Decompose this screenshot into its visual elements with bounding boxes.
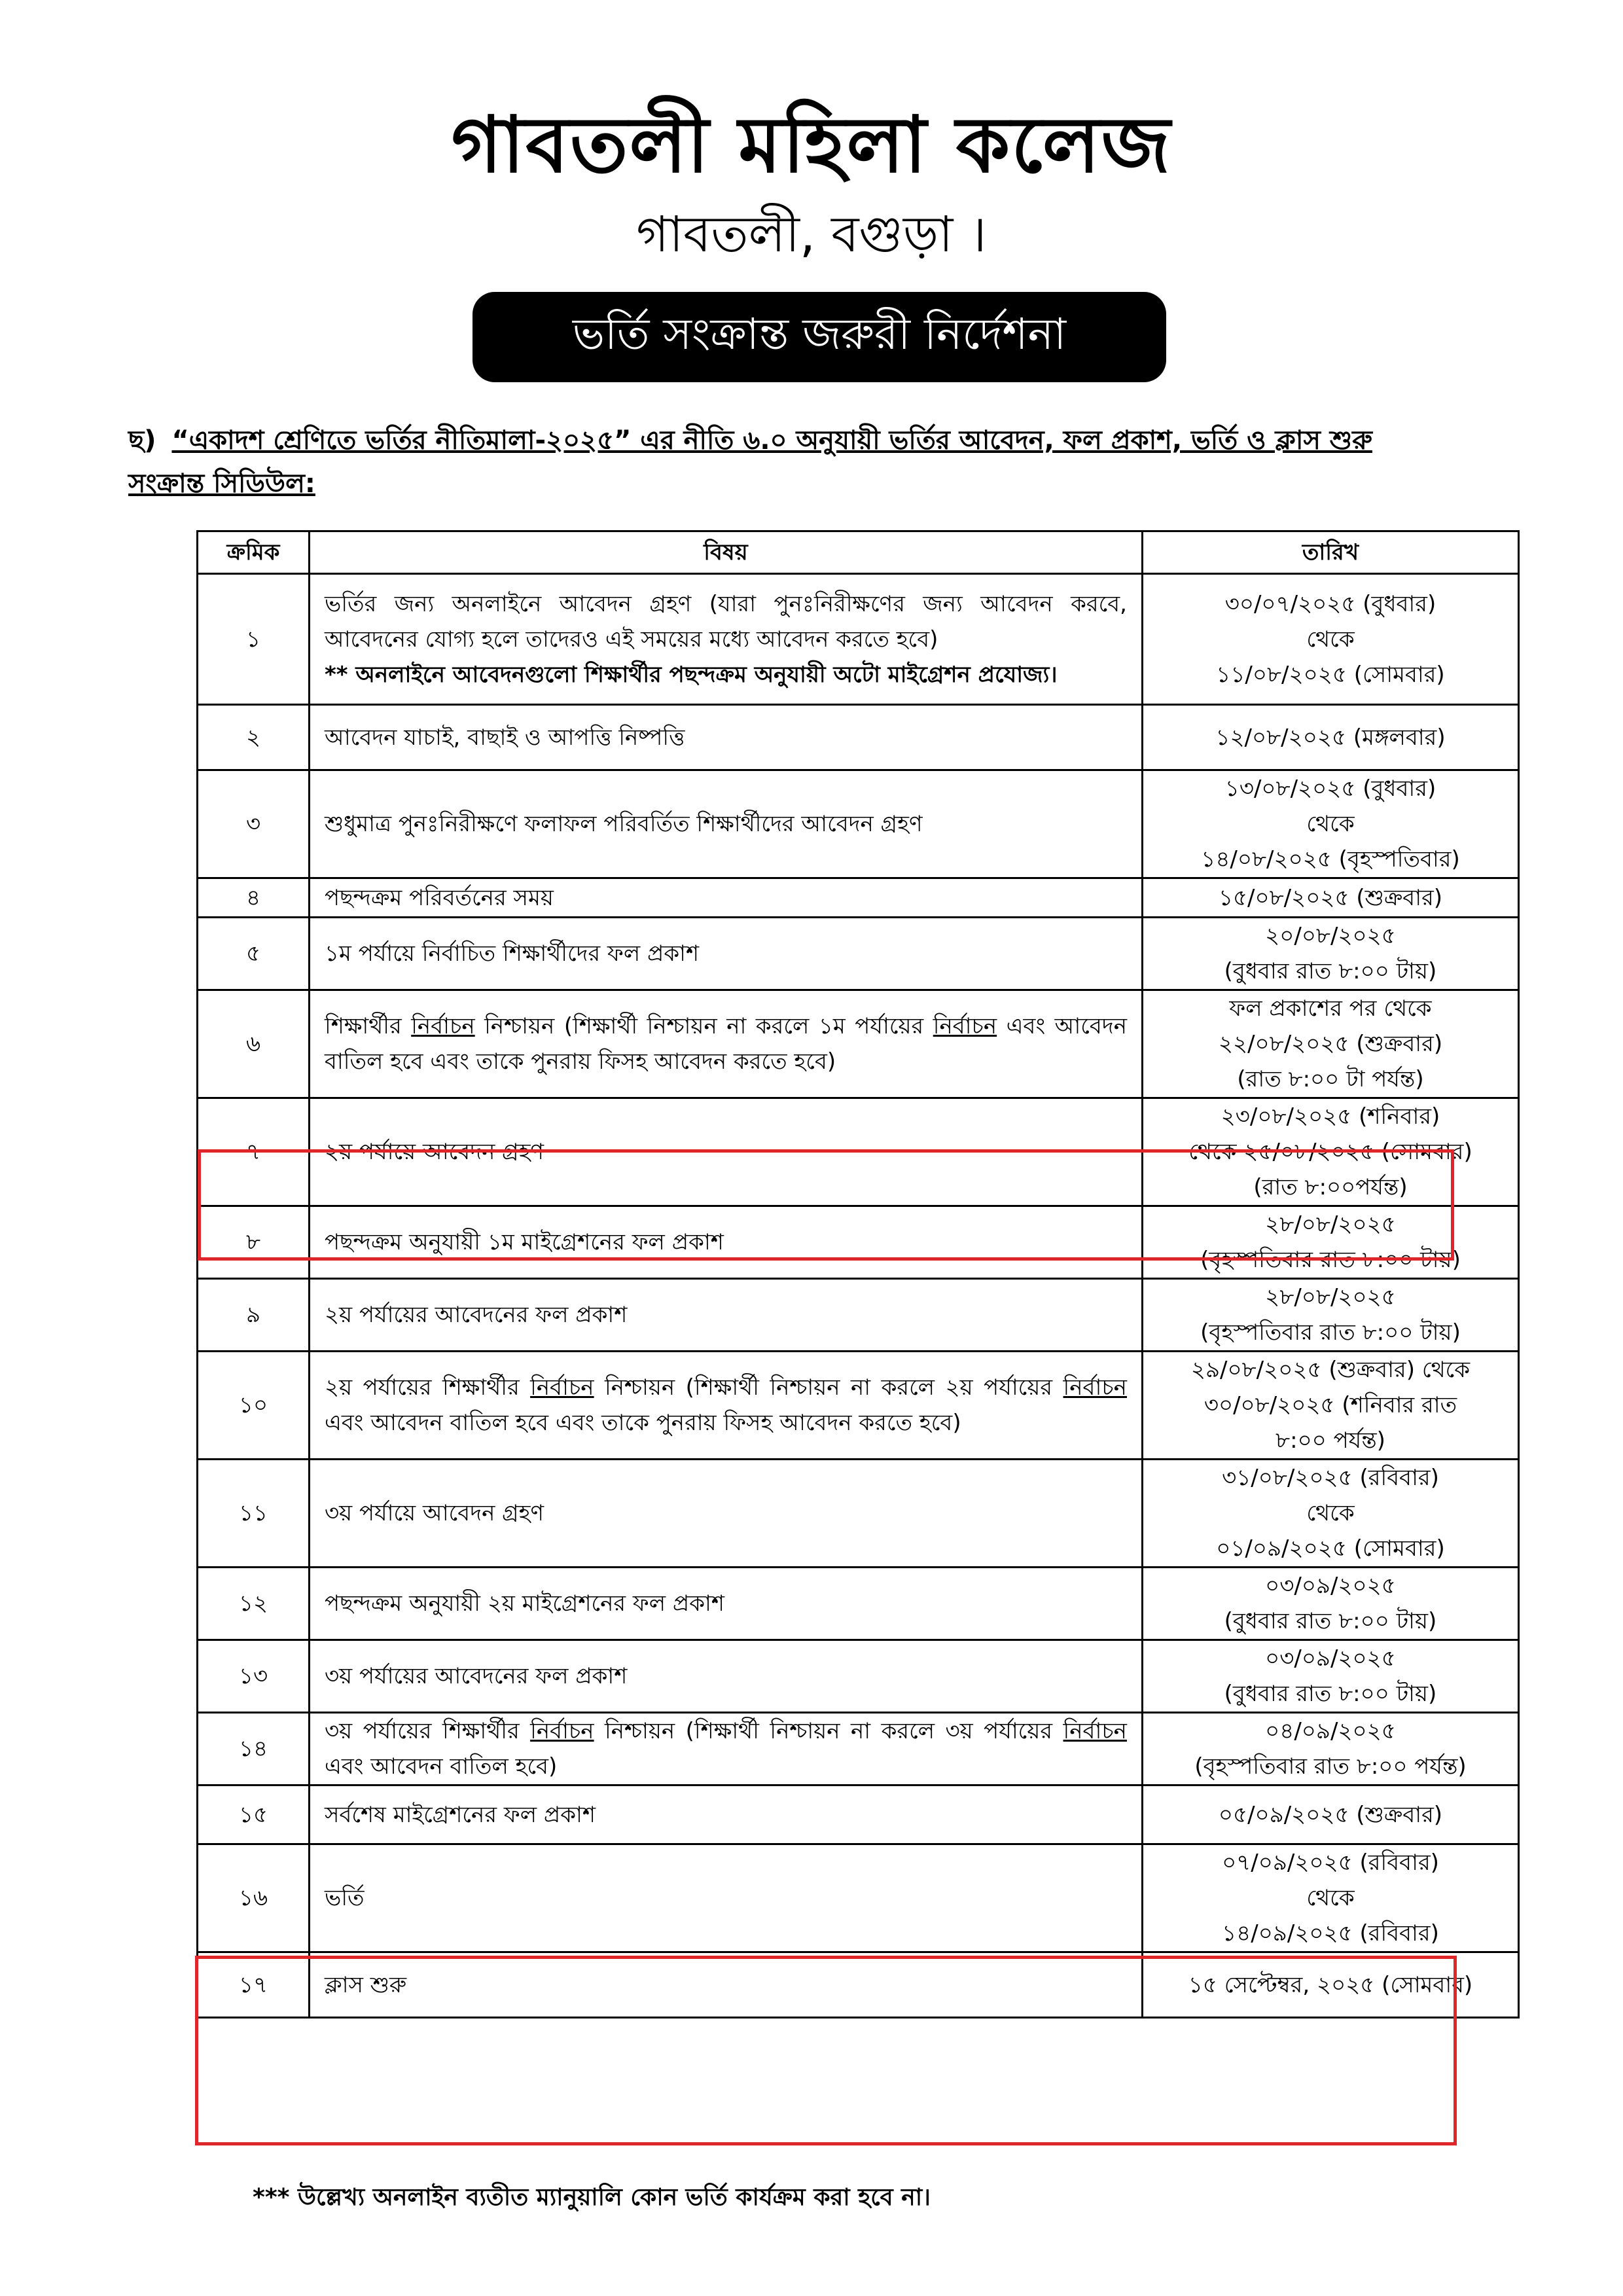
subject-text: পছন্দক্রম পরিবর্তনের সময় <box>325 884 554 911</box>
date-line: থেকে <box>1306 811 1355 837</box>
date-line: ১৫/০৮/২০২৫ (শুক্রবার) <box>1218 884 1443 911</box>
row-serial: ৪ <box>198 878 310 918</box>
table-row <box>198 990 1519 1098</box>
row-serial: ১ <box>198 574 310 705</box>
row-subject <box>310 1713 1143 1785</box>
row-serial: ১৪ <box>198 1713 310 1785</box>
subject-text: এবং আবেদন বাতিল হবে) <box>325 1753 558 1780</box>
date-line: ২২/০৮/২০২৫ (শুক্রবার) <box>1218 1031 1443 1057</box>
date-line: ২৮/০৮/২০২৫ <box>1265 1284 1396 1310</box>
row-date <box>1143 990 1519 1098</box>
subject-emphasis: নির্বাচন <box>411 1013 475 1039</box>
table-row <box>198 1279 1519 1352</box>
row-date <box>1143 705 1519 770</box>
row-subject <box>310 1785 1143 1844</box>
row-serial: ১২ <box>198 1568 310 1640</box>
date-line: ১৩/০৮/২০২৫ (বুধবার) <box>1224 776 1436 802</box>
row-date <box>1143 1640 1519 1713</box>
subject-text: নিশ্চায়ন (শিক্ষার্থী নিশ্চায়ন না করলে ৩য় পর্যায়ের <box>594 1718 1063 1744</box>
table-row <box>198 1785 1519 1844</box>
row-subject <box>310 1279 1143 1352</box>
date-line: ১৪/০৮/২০২৫ (বৃহস্পতিবার) <box>1201 846 1460 872</box>
intro-marker: ছ) <box>128 425 156 456</box>
row-serial: ৮ <box>198 1206 310 1279</box>
subject-text: ২য় পর্যায়ের শিক্ষার্থীর <box>325 1374 531 1401</box>
table-row <box>198 918 1519 990</box>
row-date <box>1143 1713 1519 1785</box>
subject-text: নিশ্চায়ন (শিক্ষার্থী নিশ্চায়ন না করলে ১ম পর্যায়ের <box>474 1013 933 1039</box>
intro-text: “একাদশ শ্রেণিতে ভর্তির নীতিমালা-২০২৫” এর নীতি ৬.০ অনুযায়ী ভর্তির আবেদন, ফল প্রকাশ, ভর্তি ও ক্লাস শুরু সংক্রান্ত সিডিউল: <box>128 425 1372 499</box>
highlight-box-row-7 <box>198 1149 1454 1261</box>
date-line: ২৯/০৮/২০২৫ (শুক্রবার) থেকে <box>1190 1357 1471 1383</box>
subject-text: শিক্ষার্থীর <box>325 1013 412 1039</box>
subject-text: ৩য় পর্যায়ের আবেদনের ফল প্রকাশ <box>325 1663 628 1689</box>
subject-text: ৩য় পর্যায়ে আবেদন গ্রহণ <box>325 1500 544 1526</box>
subject-text: নিশ্চায়ন (শিক্ষার্থী নিশ্চায়ন না করলে ২য় পর্যায়ের <box>594 1374 1063 1401</box>
subject-text: এবং আবেদন বাতিল হবে এবং তাকে পুনরায় ফিসহ আবেদন করতে হবে) <box>325 1410 961 1436</box>
date-line: ৩০/০৭/২০২৫ (বুধবার) <box>1224 590 1436 617</box>
date-line: থেকে <box>1306 626 1355 653</box>
date-line: ১২/০৮/২০২৫ (মঙ্গলবার) <box>1215 724 1446 751</box>
date-line: থেকে ২৫/০৮/২০২৫ (সোমবার) <box>1188 1139 1472 1165</box>
subject-text: ২য় পর্যায়ে আবেদন গ্রহণ <box>325 1139 544 1165</box>
row-serial: ৫ <box>198 918 310 990</box>
subject-text: এবং আবেদন বাতিল হবে এবং তাকে পুনরায় ফিসহ আবেদন করতে হবে) <box>325 1013 1127 1075</box>
subject-text: ভর্তির জন্য অনলাইনে আবেদন গ্রহণ (যারা পুনঃনিরীক্ষণের জন্য আবেদন করবে, আবেদনের যোগ্য হলে তাদেরও এই সময়ের মধ্যে আবেদন করতে হবে) <box>325 590 1127 653</box>
date-line: ৮:০০ পর্যন্ত) <box>1275 1427 1385 1454</box>
subject-emphasis: নির্বাচন <box>1063 1718 1127 1744</box>
date-line: ০১/০৯/২০২৫ (সোমবার) <box>1216 1535 1445 1562</box>
subject-text: সর্বশেষ মাইগ্রেশনের ফল প্রকাশ <box>325 1801 596 1828</box>
date-line: ৩১/০৮/২০২৫ (রবিবার) <box>1222 1465 1439 1491</box>
table-row <box>198 1568 1519 1640</box>
date-line: ০৪/০৯/২০২৫ <box>1265 1718 1396 1744</box>
admission-schedule-table <box>196 530 1520 2018</box>
table-row <box>198 878 1519 918</box>
header-subject: বিষয় <box>310 531 1143 574</box>
row-subject <box>310 918 1143 990</box>
date-line: (বৃহস্পতিবার রাত ৮:০০ টায়) <box>1200 1247 1461 1273</box>
notice-title-banner <box>473 292 1166 382</box>
date-line: ০৭/০৯/২০২৫ (রবিবার) <box>1222 1850 1439 1876</box>
date-line: (বুধবার রাত ৮:০০ টায়) <box>1224 1681 1437 1707</box>
row-date <box>1143 918 1519 990</box>
row-subject <box>310 1352 1143 1460</box>
row-serial: ১৭ <box>198 1952 310 2018</box>
table-row <box>198 1460 1519 1568</box>
row-date <box>1143 1279 1519 1352</box>
date-line: (বুধবার রাত ৮:০০ টায়) <box>1224 958 1437 984</box>
row-date <box>1143 1785 1519 1844</box>
date-line: ২০/০৮/২০২৫ <box>1265 923 1396 949</box>
row-date <box>1143 1352 1519 1460</box>
subject-text: শুধুমাত্র পুনঃনিরীক্ষণে ফলাফল পরিবর্তিত শিক্ষার্থীদের আবেদন গ্রহণ <box>325 811 923 837</box>
row-subject <box>310 1568 1143 1640</box>
date-line: ১১/০৮/২০২৫ (সোমবার) <box>1216 661 1445 688</box>
header-date: তারিখ <box>1143 531 1519 574</box>
row-subject <box>310 1640 1143 1713</box>
row-subject <box>310 990 1143 1098</box>
date-line: ২৮/০৮/২০২৫ <box>1265 1211 1396 1238</box>
date-line: ০৩/০৯/২০২৫ <box>1265 1645 1396 1672</box>
schedule-intro <box>128 419 1437 505</box>
row-serial: ১৫ <box>198 1785 310 1844</box>
date-line: (বৃহস্পতিবার রাত ৮:০০ টায়) <box>1200 1319 1461 1346</box>
subject-text: পছন্দক্রম অনুযায়ী ২য় মাইগ্রেশনের ফল প্রকাশ <box>325 1590 725 1617</box>
date-line: (রাত ৮:০০পর্যন্ত) <box>1253 1174 1408 1200</box>
row-serial: ৩ <box>198 770 310 878</box>
row-serial: ১১ <box>198 1460 310 1568</box>
row-subject <box>310 878 1143 918</box>
subject-text: ভর্তি <box>325 1885 365 1911</box>
subject-text: ৩য় পর্যায়ের শিক্ষার্থীর <box>325 1718 531 1744</box>
row-date <box>1143 770 1519 878</box>
date-line: ০৩/০৯/২০২৫ <box>1265 1573 1396 1599</box>
table-row <box>198 770 1519 878</box>
header-serial: ক্রমিক <box>198 531 310 574</box>
table-row <box>198 1640 1519 1713</box>
table-row <box>198 705 1519 770</box>
table-header-row <box>198 531 1519 574</box>
row-serial: ১০ <box>198 1352 310 1460</box>
date-line: ১৪/০৯/২০২৫ (রবিবার) <box>1222 1920 1439 1946</box>
date-line: ৩০/০৮/২০২৫ (শনিবার রাত <box>1204 1392 1457 1418</box>
row-serial: ৯ <box>198 1279 310 1352</box>
highlight-box-rows-16-17 <box>195 1956 1457 2145</box>
date-line: (রাত ৮:০০ টা পর্যন্ত) <box>1237 1066 1424 1092</box>
table-row <box>198 1352 1519 1460</box>
row-serial: ১৩ <box>198 1640 310 1713</box>
subject-note: ** অনলাইনে আবেদনগুলো শিক্ষার্থীর পছন্দক্রম অনুযায়ী অটো মাইগ্রেশন প্রযোজ্য। <box>325 661 1058 688</box>
row-serial: ১৬ <box>198 1844 310 1952</box>
table-row <box>198 1844 1519 1952</box>
subject-emphasis: নির্বাচন <box>530 1374 594 1401</box>
row-date <box>1143 1568 1519 1640</box>
footer-note: *** উল্লেখ্য অনলাইন ব্যতীত ম্যানুয়ালি কোন ভর্তি কার্যক্রম করা হবে না। <box>253 2184 931 2211</box>
row-subject <box>310 770 1143 878</box>
row-date <box>1143 1844 1519 1952</box>
date-line: (বুধবার রাত ৮:০০ টায়) <box>1224 1608 1437 1634</box>
date-line: ১৫ সেপ্টেম্বর, ২০২৫ (সোমবার) <box>1188 1971 1473 1998</box>
row-date <box>1143 878 1519 918</box>
row-subject <box>310 1460 1143 1568</box>
notice-title: ভর্তি সংক্রান্ত জরুরী নির্দেশনা <box>572 309 1067 359</box>
row-subject <box>310 1844 1143 1952</box>
subject-text: ক্লাস শুরু <box>325 1971 407 1998</box>
date-line: ০৫/০৯/২০২৫ (শুক্রবার) <box>1218 1801 1443 1828</box>
subject-text: পছন্দক্রম অনুযায়ী ১ম মাইগ্রেশনের ফল প্রকাশ <box>325 1229 724 1255</box>
row-serial: ৬ <box>198 990 310 1098</box>
subject-text: ২য় পর্যায়ের আবেদনের ফল প্রকাশ <box>325 1302 628 1328</box>
row-subject <box>310 574 1143 705</box>
row-date <box>1143 1460 1519 1568</box>
subject-emphasis: নির্বাচন <box>530 1718 594 1744</box>
row-serial: ২ <box>198 705 310 770</box>
date-line: থেকে <box>1306 1885 1355 1911</box>
college-name: গাবতলী মহিলা কলেজ <box>451 99 1172 190</box>
row-date <box>1143 574 1519 705</box>
subject-emphasis: নির্বাচন <box>1063 1374 1127 1401</box>
date-line: (বৃহস্পতিবার রাত ৮:০০ পর্যন্ত) <box>1194 1753 1467 1780</box>
table-row <box>198 574 1519 705</box>
subject-emphasis: নির্বাচন <box>933 1013 997 1039</box>
row-serial: ৭ <box>198 1098 310 1206</box>
table-row <box>198 1713 1519 1785</box>
college-location: গাবতলী, বগুড়া । <box>636 205 987 263</box>
date-line: ফল প্রকাশের পর থেকে <box>1229 996 1432 1022</box>
subject-text: আবেদন যাচাই, বাছাই ও আপত্তি নিষ্পত্তি <box>325 724 685 751</box>
subject-text: ১ম পর্যায়ে নির্বাচিত শিক্ষার্থীদের ফল প্রকাশ <box>325 941 700 967</box>
date-line: থেকে <box>1306 1500 1355 1526</box>
row-subject <box>310 705 1143 770</box>
date-line: ২৩/০৮/২০২৫ (শনিবার) <box>1221 1103 1440 1130</box>
